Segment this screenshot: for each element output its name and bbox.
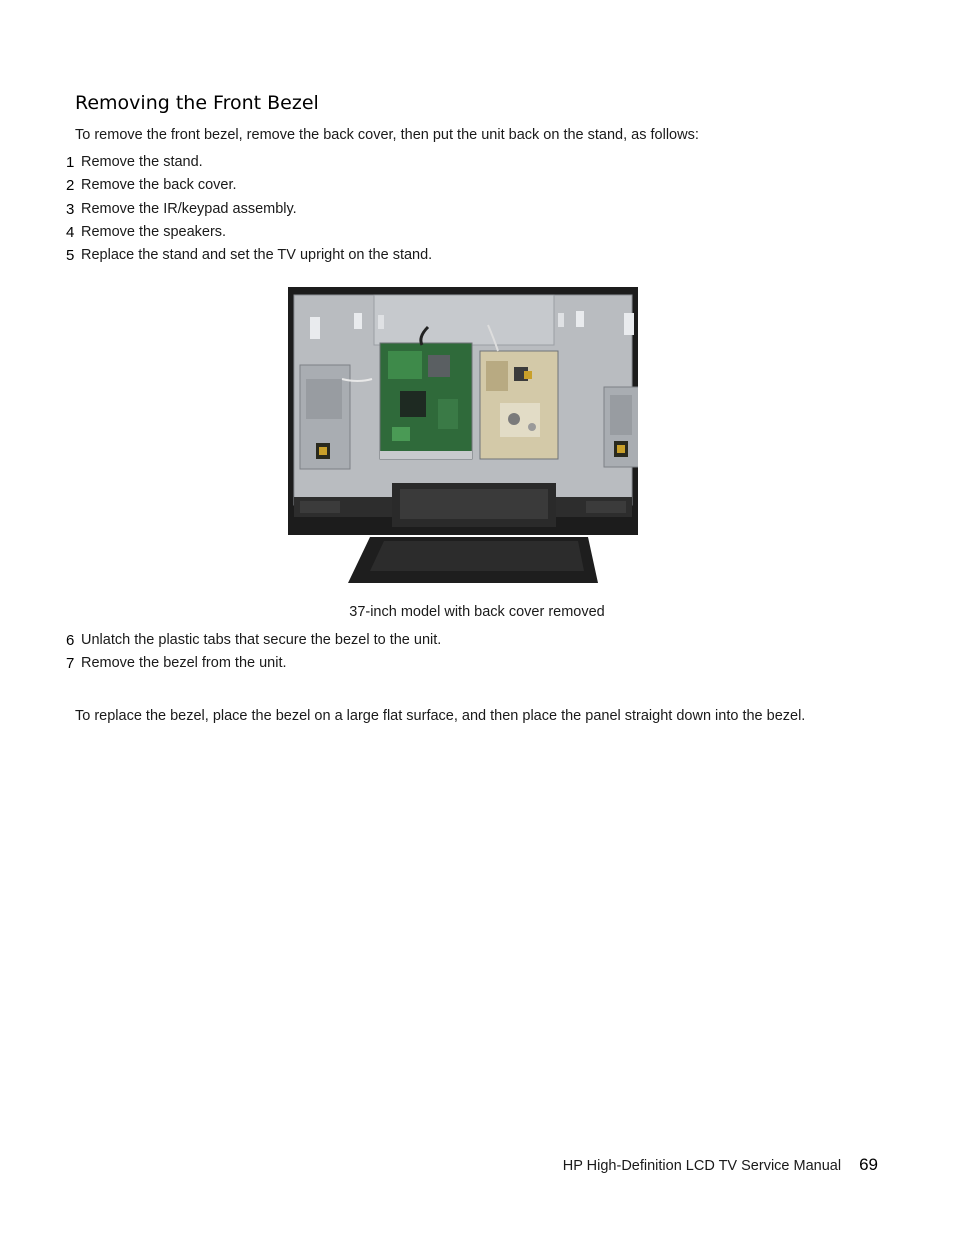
closing-paragraph: To replace the bezel, place the bezel on a large flat surface, and then place the panel straight down into the bezel. [75, 708, 806, 724]
step-text: Unlatch the plastic tabs that secure the bezel to the unit. [81, 632, 442, 648]
step-number: 5 [66, 247, 75, 265]
list-item [66, 247, 432, 270]
list-item [66, 154, 432, 177]
list-item [66, 224, 432, 247]
step-number: 1 [66, 154, 75, 171]
step-text: Remove the bezel from the unit. [81, 655, 287, 672]
steps-list-second [66, 632, 441, 679]
step-text: Remove the speakers. [81, 223, 227, 240]
step-text: Remove the back cover. [81, 177, 237, 194]
list-item [66, 655, 441, 678]
step-text: Remove the stand. [81, 154, 203, 170]
step-number: 3 [66, 200, 75, 218]
page-number: 69 [859, 1155, 878, 1174]
list-item [66, 177, 432, 200]
step-text: Remove the IR/keypad assembly. [81, 200, 297, 217]
steps-list-first [66, 154, 432, 270]
footer-title: HP High-Definition LCD TV Service Manual [562, 1158, 842, 1174]
page-footer [563, 1155, 878, 1175]
section-heading: Removing the Front Bezel [75, 92, 319, 114]
step-number: 2 [66, 177, 75, 195]
tv-back-photo [288, 287, 638, 583]
step-text: Replace the stand and set the TV upright on the stand. [81, 247, 433, 264]
list-item [66, 632, 441, 655]
step-number: 4 [66, 223, 75, 241]
intro-paragraph: To remove the front bezel, remove the back cover, then put the unit back on the stand, as follows: [75, 127, 699, 143]
figure-caption: 37-inch model with back cover removed [349, 604, 605, 620]
list-item [66, 201, 432, 224]
step-number: 6 [66, 632, 75, 649]
step-number: 7 [66, 655, 75, 673]
